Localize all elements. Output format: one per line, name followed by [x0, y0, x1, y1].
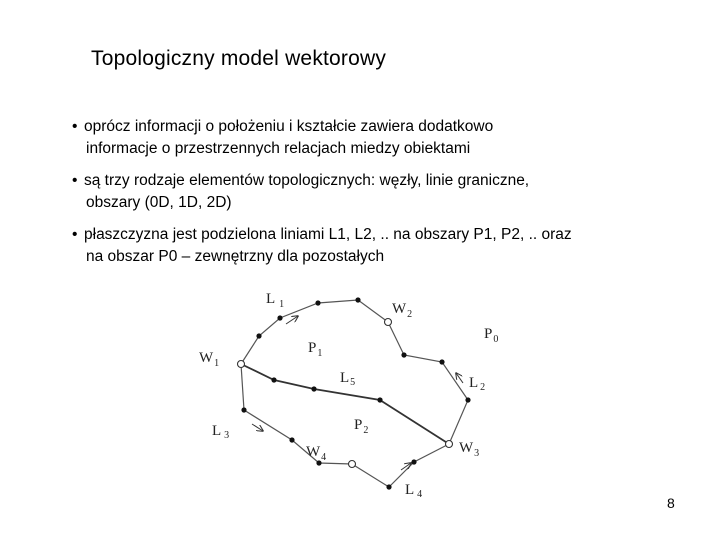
vertex-point — [355, 297, 360, 302]
vertex-point — [315, 300, 320, 305]
direction-arrow-l3 — [252, 424, 263, 431]
node-w2 — [385, 319, 392, 326]
label-w1: $W_1$ — [199, 350, 220, 369]
node-w3 — [446, 441, 453, 448]
label-p1: $P_1$ — [308, 340, 323, 359]
label-w2: $W_2$ — [392, 301, 413, 320]
page-number: 8 — [667, 495, 675, 511]
label-l3: L 3 — [212, 423, 230, 441]
edge-l3 — [241, 364, 352, 464]
label-l5: L5 — [340, 370, 356, 388]
bullet-marker: • — [72, 118, 78, 135]
label-p2: $P_2$ — [354, 417, 369, 436]
vertex-point — [377, 397, 382, 402]
label-l2: L 2 — [469, 375, 486, 393]
bullet-text-line: płaszczyzna jest podzielona liniami L1, L2, .. na obszary P1, P2, .. oraz — [84, 226, 572, 243]
vertex-point — [465, 397, 470, 402]
label-p0: $P_0$ — [484, 326, 499, 345]
vertex-point — [401, 352, 406, 357]
bullet-item-2 — [72, 170, 672, 214]
vertex-point — [386, 484, 391, 489]
direction-arrow-l1 — [286, 316, 298, 324]
vertices — [241, 297, 470, 489]
vertex-point — [411, 459, 416, 464]
bullet-marker: • — [72, 172, 78, 189]
direction-arrow-l2 — [456, 373, 463, 383]
vertex-point — [241, 407, 246, 412]
bullet-item-3 — [72, 224, 672, 268]
node-w4 — [349, 461, 356, 468]
label-l1: L $_1$ — [266, 291, 285, 310]
bullet-text-line: oprócz informacji o położeniu i kształcie zawiera dodatkowo — [84, 118, 494, 135]
label-w4: $W_4$ — [306, 444, 327, 463]
vertex-point — [256, 333, 261, 338]
vertex-point — [271, 377, 276, 382]
vertex-point — [311, 386, 316, 391]
node-w1 — [238, 361, 245, 368]
bullet-text-line: są trzy rodzaje elementów topologicznych: węzły, linie graniczne, — [84, 172, 530, 189]
bullet-text-line: na obszar P0 – zewnętrzny dla pozostałych — [86, 248, 385, 265]
vertex-point — [277, 315, 282, 320]
bullet-text-line: obszary (0D, 1D, 2D) — [86, 194, 232, 211]
edge-l4 — [352, 444, 449, 487]
vertex-point — [439, 359, 444, 364]
bullet-marker: • — [72, 226, 78, 243]
edge-l2 — [388, 322, 468, 444]
vertex-point — [289, 437, 294, 442]
bullet-item-1 — [72, 116, 672, 160]
slide-title: Topologiczny model wektorowy — [91, 47, 387, 70]
label-l4: L 4 — [405, 482, 423, 500]
topology-diagram — [190, 280, 520, 510]
label-w3: $W_3$ — [459, 440, 480, 459]
bullet-text-line: informacje o przestrzennych relacjach miedzy obiektami — [86, 140, 471, 157]
